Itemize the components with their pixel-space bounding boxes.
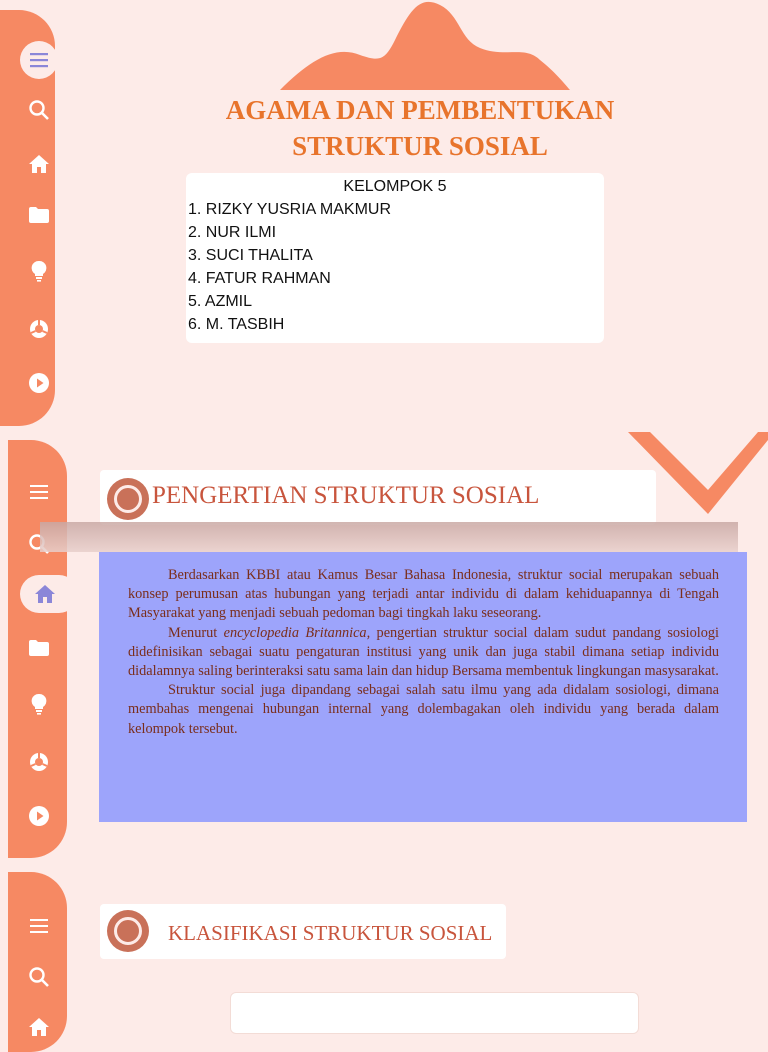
folder-icon[interactable]: [20, 196, 58, 234]
lightbulb-icon[interactable]: [20, 252, 58, 290]
mountain-decoration: [280, 0, 570, 90]
member-item: 3. SUCI THALITA: [188, 247, 313, 264]
content-text: [128, 566, 719, 739]
search-icon[interactable]: [20, 958, 58, 996]
member-item: 4. FATUR RAHMAN: [188, 270, 331, 287]
play-icon[interactable]: [20, 797, 58, 835]
share-icon[interactable]: [20, 743, 58, 781]
home-icon[interactable]: [20, 145, 58, 183]
group-label: KELOMPOK 5: [343, 178, 447, 195]
home-icon[interactable]: [20, 1008, 58, 1046]
menu-icon[interactable]: [20, 907, 58, 945]
share-icon[interactable]: [20, 310, 58, 348]
member-item: 1. RIZKY YUSRIA MAKMUR: [188, 201, 392, 218]
folder-icon[interactable]: [20, 629, 58, 667]
search-icon[interactable]: [20, 91, 58, 129]
member-item: 6. M. TASBIH: [188, 316, 285, 333]
menu-icon[interactable]: [20, 41, 58, 79]
paragraph-part: Menurut: [168, 624, 224, 641]
title-line-1: AGAMA DAN PEMBENTUKAN: [225, 95, 615, 125]
content-card: [230, 992, 639, 1034]
menu-icon[interactable]: [20, 473, 58, 511]
paragraph: Struktur social juga dipandang sebagai salah satu ilmu yang ada didalam sosiologi, dimana membahas mengenai hubungan internal yang dolembagakan oleh individu yang berada dalam kelompok tersebut.: [128, 682, 719, 737]
paragraph: Berdasarkan KBBI atau Kamus Besar Bahasa Indonesia, struktur social merupakan sebuah konsep perumusan atas hubungan yang terjadi antar individu di dalam kehiduapannya di Tengah Masyarakat yang menjadi sebuah pedoman bagi tingkah laku seseorang.: [128, 567, 719, 622]
title-line-2: STRUKTUR SOSIAL: [292, 131, 548, 161]
lightbulb-icon[interactable]: [20, 685, 58, 723]
member-item: 2. NUR ILMI: [188, 224, 277, 241]
home-icon[interactable]: [26, 575, 64, 613]
target-icon: [107, 478, 149, 520]
target-icon: [107, 910, 149, 952]
page-title: [180, 92, 660, 164]
play-icon[interactable]: [20, 364, 58, 402]
source-name: encyclopedia Britannica,: [223, 624, 371, 641]
member-item: 5. AZMIL: [188, 293, 253, 310]
paragraph-part: pengertian struktur social dalam sudut pandang sosiologi didefinisikan sebagai suatu pengaturan institusi yang unik dan juga stabil dimana setiap individu didalamnya saling berinteraksi satu sama lain dan hidup Bersama membentuk lingkungan masysarakat.: [128, 624, 719, 680]
paragraph: [128, 624, 719, 682]
group-card: [186, 173, 604, 343]
shadow-band: [40, 522, 738, 552]
section-heading: KLASIFIKASI STRUKTUR SOSIAL: [168, 921, 493, 945]
section-heading: PENGERTIAN STRUKTUR SOSIAL: [152, 482, 540, 509]
